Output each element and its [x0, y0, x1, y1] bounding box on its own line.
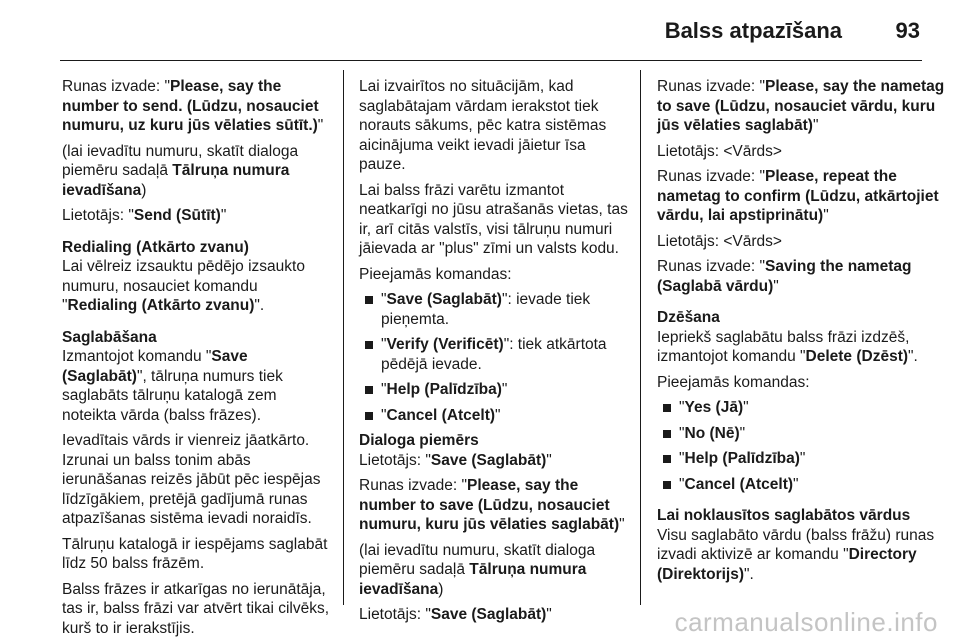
list-item: "No (Nē)" [657, 424, 947, 444]
heading-saving: Saglabāšana [62, 328, 157, 346]
page-title: Balss atpazīšana [664, 18, 842, 43]
paragraph-user-save: Lietotājs: "Save (Saglabāt)" [359, 451, 552, 469]
list-item: "Verify (Verificēt)": tiek atkārtota pēdējā ievade. [359, 335, 629, 374]
paragraph-prompt-repeat: Runas izvade: "Please, repeat the nametag to confirm (Lūdzu, atkārtojiet vārdu, lai apstiprinātu)" [657, 168, 939, 224]
column-3 [657, 77, 947, 590]
page-header [0, 0, 960, 56]
heading-redialing: Redialing (Atkārto zvanu) [62, 238, 249, 256]
bullet-icon [365, 412, 373, 420]
column-1 [62, 77, 334, 644]
bullet-icon [663, 404, 671, 412]
column-2 [359, 77, 629, 631]
paragraph-prompt-send: Runas izvade: "Please, say the number to send. (Lūdzu, nosauciet numuru, uz kuru jūs vēlaties sūtīt.)" [62, 78, 324, 134]
bullet-icon [663, 430, 671, 438]
paragraph-see-dialog: (lai ievadītu numuru, skatīt dialoga piemēru sadaļā Tālruņa numura ievadīšana) [359, 541, 596, 598]
bullet-icon [663, 455, 671, 463]
page-number: 93 [895, 18, 920, 43]
heading-listen-names: Lai noklausītos saglabātos vārdus [657, 507, 911, 524]
commands-label: Pieejamās komandas: [359, 265, 512, 283]
paragraph-prompt-saving: Runas izvade: "Saving the nametag (Saglabā vārdu)" [657, 258, 912, 295]
heading-delete: Dzēšana [657, 309, 720, 326]
commands-label: Pieejamās komandas: [657, 373, 810, 391]
paragraph-limit: Tālruņu katalogā ir iespējams saglabāt līdz 50 balss frāzēm. [62, 535, 328, 572]
heading-dialog-example: Dialoga piemērs [359, 432, 479, 449]
paragraph-delete: Iepriekš saglabātu balss frāzi izdzēš, izmantojot komandu "Delete (Dzēst)". [657, 328, 918, 365]
header-divider [60, 60, 922, 61]
paragraph-user-name: Lietotājs: <Vārds> [657, 142, 782, 160]
paragraph-prompt-nametag: Runas izvade: "Please, say the nametag to save (Lūdzu, nosauciet vārdu, kuru jūs vēlaties saglabāt)" [657, 78, 945, 134]
paragraph-international: Lai balss frāzi varētu izmantot neatkarīgi no jūsu atrašanās vietas, tas ir, arī citās valstīs, visi tālruņu numuri jāievada ar "plus" zīmi un valsts kodu. [359, 181, 628, 257]
paragraph-saving: Izmantojot komandu "Save (Saglabāt)", tālruņa numurs tiek saglabāts tālruņu katalogā zem noteikta vārda (balss frāzes). [62, 348, 283, 424]
paragraph-redialing: Lai vēlreiz izsauktu pēdējo izsaukto numuru, nosauciet komandu "Redialing (Atkārto zvanu)". [62, 258, 305, 314]
paragraph-pause: Lai izvairītos no situācijām, kad saglabātajam vārdam ierakstot tiek norauts sākums, pēc katra sistēmas aicinājuma veikt ievadi jāietur īsa pauze. [359, 78, 607, 173]
column-divider-2 [640, 70, 641, 605]
command-list [657, 398, 947, 494]
paragraph-directory: Visu saglabāto vārdu (balss frāžu) runas izvadi aktivizē ar komandu "Directory (Direktorijs)". [657, 526, 935, 583]
command-list [359, 290, 629, 425]
list-item: "Cancel (Atcelt)" [657, 475, 947, 495]
bullet-icon [663, 481, 671, 489]
paragraph-user-send: Lietotājs: "Send (Sūtīt)" [62, 207, 227, 224]
paragraph-user-save: Lietotājs: "Save (Saglabāt)" [359, 606, 552, 623]
paragraph-see-dialog: (lai ievadītu numuru, skatīt dialoga piemēru sadaļā Tālruņa numura ievadīšana) [62, 142, 299, 199]
bullet-icon [365, 386, 373, 394]
list-item: "Help (Palīdzība)" [657, 449, 947, 469]
paragraph-user-name-repeat: Lietotājs: <Vārds> [657, 232, 782, 250]
bullet-icon [365, 296, 373, 304]
list-item: "Save (Saglabāt)": ievade tiek pieņemta. [359, 290, 629, 329]
paragraph-speaker-dependent: Balss frāzes ir atkarīgas no ierunātāja, tas ir, balss frāzi var atvērt tikai cilvēks, kurš to ir ierakstījis. [62, 580, 330, 637]
paragraph-repeat-name: Ievadītais vārds ir vienreiz jāatkārto. Izrunai un balss tonim abās ierunāšanas reizēs jābūt pēc iespējas līdzīgākiem, pretējā gadījumā runas atpazīšanas sistēma ievadi noraidīs. [62, 432, 321, 527]
list-item: "Cancel (Atcelt)" [359, 406, 629, 426]
list-item: "Yes (Jā)" [657, 398, 947, 418]
paragraph-prompt-save-number: Runas izvade: "Please, say the number to save (Lūdzu, nosauciet numuru, kuru jūs vēlaties saglabāt)" [359, 477, 625, 533]
bullet-icon [365, 341, 373, 349]
column-divider-1 [343, 70, 344, 605]
watermark: carmanualsonline.info [674, 607, 938, 637]
list-item: "Help (Palīdzība)" [359, 380, 629, 400]
